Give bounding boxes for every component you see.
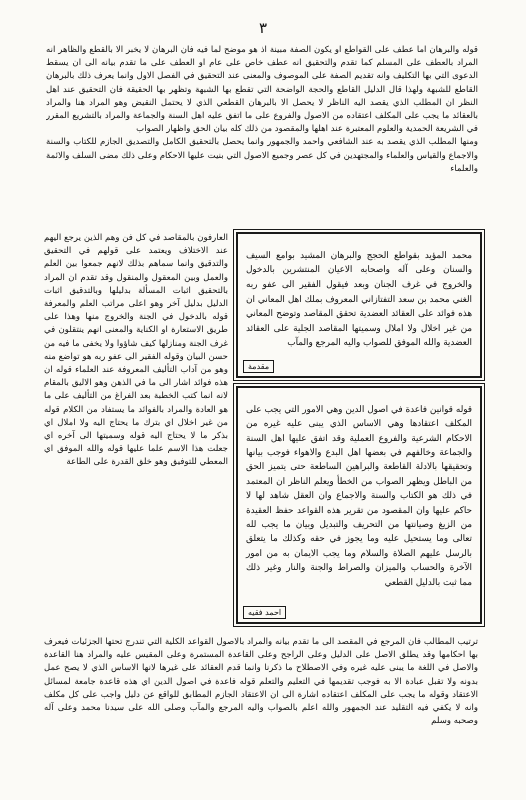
framed-main-text: [236, 386, 482, 624]
side-commentary-column: [44, 232, 228, 630]
bottom-paragraph: ترتيب المطالب فان المرجع في المقصد الى ما تقدم بيانه والمراد بالاصول القواعد الكلية التي تندرج تحتها الجزئيات فيعرف بها احكامها وقد يطلق الاصل على الدليل وعلى الراجح وعلى القاعدة المستمرة وعلى المقيس عليه والمراد هنا القاعدة والاصل في اللغة ما يبنى عليه غيره وفي الاصطلاح ما ذكرنا وانما قدم العقائد على غيرها لانها الاساس الذي لا يصح عمل بدونه ولا تقبل عبادة الا به فوجب تقديمها في التعليم والتعلم قوله فاعدة في اصول الدين اي هذه قاعدة جامعة لمسائل الاعتقاد وقوله ما يجب على المكلف اعتقاده اشارة الى ان الاعتقاد الجازم المطابق للواقع عن دليل واجب على كل مكلف وانه لا يكفي فيه التقليد عند الجمهور والله اعلم بالصواب واليه المرجع والمآب وصلى الله على سيدنا محمد وعلى آله وصحبه وسلم: [44, 637, 478, 727]
top-paragraph-2: ومنها المطلب الذي يقصد به عند الشافعي واحمد والجمهور وانما يحصل بالتحقيق الكامل والتصديق الجازم للكتاب والسنة والاجماع والقياس والعلماء والمجتهدين في كل عصر وجميع الاصول التي بنيت عليها الاحكام وعلى ذلك مضى السلف والائمة والعلماء: [46, 137, 478, 174]
framed-main-paragraph: قوله قوانين فاعدة في اصول الدين وهي الامور التي يجب على المكلف اعتقادها وهي الاساس الذي يبنى عليه غيره من الاحكام الشرعية والفروع العملية وقد اتفق عليها اهل السنة والجماعة وخالفهم في بعضها اهل البدع والاهواء فوجب بيانها وتحقيقها بالادلة القاطعة والبراهين الساطعة حتى يتميز الحق من الباطل ويظهر الصواب من الخطأ ويعلم الناظر ان المعتمد في ذلك هو الكتاب والسنة والاجماع وان العقل شاهد لها لا حاكم عليها وان المقصود من تقرير هذه القواعد حفظ العقيدة من الزيغ وصيانتها من التحريف والتبديل وبيان ما يجب لله تعالى وما يستحيل عليه وما يجوز في حقه وكذلك ما يتعلق بالرسل عليهم الصلاة والسلام وما يجب الايمان به من امور الآخرة والحساب والميزان والصراط والجنة والنار وغير ذلك مما ثبت بالدليل القطعي: [246, 404, 472, 588]
framed-main-note: احمد فقيه: [243, 606, 286, 619]
framed-intro-text: [236, 232, 482, 378]
framed-intro-paragraph: محمد المؤيد بقواطع الحجج والبرهان المشيد بوامع السيف والسنان وعلى آله واصحابه الاعيان المنتشرين بالدخول والخروج في غرف الجنان وبعد فيقول الفقير الى عفو ربه الغني محمد بن سعد التفتازاني المعروف بملك اهل المعاني ان هذه فوائد على العقائد العضدية تحقق المقاصد وتوضح المعاني من غير اخلال ولا املال وسميتها المقاصد الجلية على العقائد العضدية والله الموفق للصواب واليه المرجع والمآب: [246, 250, 472, 349]
page-number: ٣: [258, 19, 268, 37]
side-paragraph: العارفون بالمقاصد في كل فن وهم الذين يرجع اليهم عند الاختلاف ويعتمد على قولهم في التحقيق والتدقيق وانما سماهم بذلك لانهم جمعوا بين العلم والعمل وبين المعقول والمنقول وقد تقدم ان المراد بالتحقيق اثبات المسألة بدليلها وبالتدقيق اثبات الدليل بدليل آخر وهو اعلى مراتب العلم والمعرفة قوله بالدخول في الجنة والخروج منها وهذا على طريق الاستعارة او الكناية والمعنى انهم ينتقلون في غرف الجنة ومنازلها كيف شاؤوا ولا يخفى ما فيه من حسن البيان وقوله الفقير الى عفو ربه هو تواضع منه وهو من آداب التأليف المعروفة عند العلماء قوله ان هذه فوائد اشار الى ما في الذهن وهو الاليق بالمقام لانه انما كتب الخطبة بعد الفراغ من التأليف على ما هو العادة والمراد بالفوائد ما يستفاد من الكلام قوله من غير اخلال اي بترك ما يحتاج اليه ولا املال اي بذكر ما لا يحتاج اليه قوله وسميتها الى آخره اي جعلت هذا الاسم علما عليها قوله والله الموفق اي المعطي للتوفيق وهو خلق القدرة على الطاعة: [44, 233, 228, 468]
bottom-commentary-block: [44, 636, 478, 784]
top-commentary-block: [46, 44, 478, 224]
framed-intro-note: مقدمة: [243, 360, 274, 373]
top-paragraph-1: قوله والبرهان اما عطف على القواطع او يكون الصفة مبينة اذ هو موضح لما فيه فان البرهان لا يخبر الا بالقطع والظاهر انه المراد بالعطف على المسلم كما تقدم والتحقيق انه عطف خاص على عام او العطف على ما تقدم بيانه الى ان يسقط الدعوى التي بها التكليف وانه تقديم الصفة على الموصوف والمعنى عند التحقيق في الفصل الاول وانما يعرف ذلك بالبرهان القاطع للشبهة ولهذا قال الدليل القاطع والحجة الواضحة التي تقطع بها الشبهة وتظهر بها الحقيقة فان التحقيق عند اهل النظر ان المطلب الذي يقصد اليه الناظر لا يحصل الا بالبرهان القطعي الذي لا يحتمل النقيض وهو المراد هنا والمراد بالعقائد ما يجب على المكلف اعتقاده من الاصول والفروع على ما اتفق عليه اهل السنة والجماعة والمراد بالتشريع المقرر في الشريعة الحمدية والعلوم المعتبرة عند اهلها والمقصود من ذلك كله بيان الحق واظهار الصواب: [46, 45, 478, 135]
